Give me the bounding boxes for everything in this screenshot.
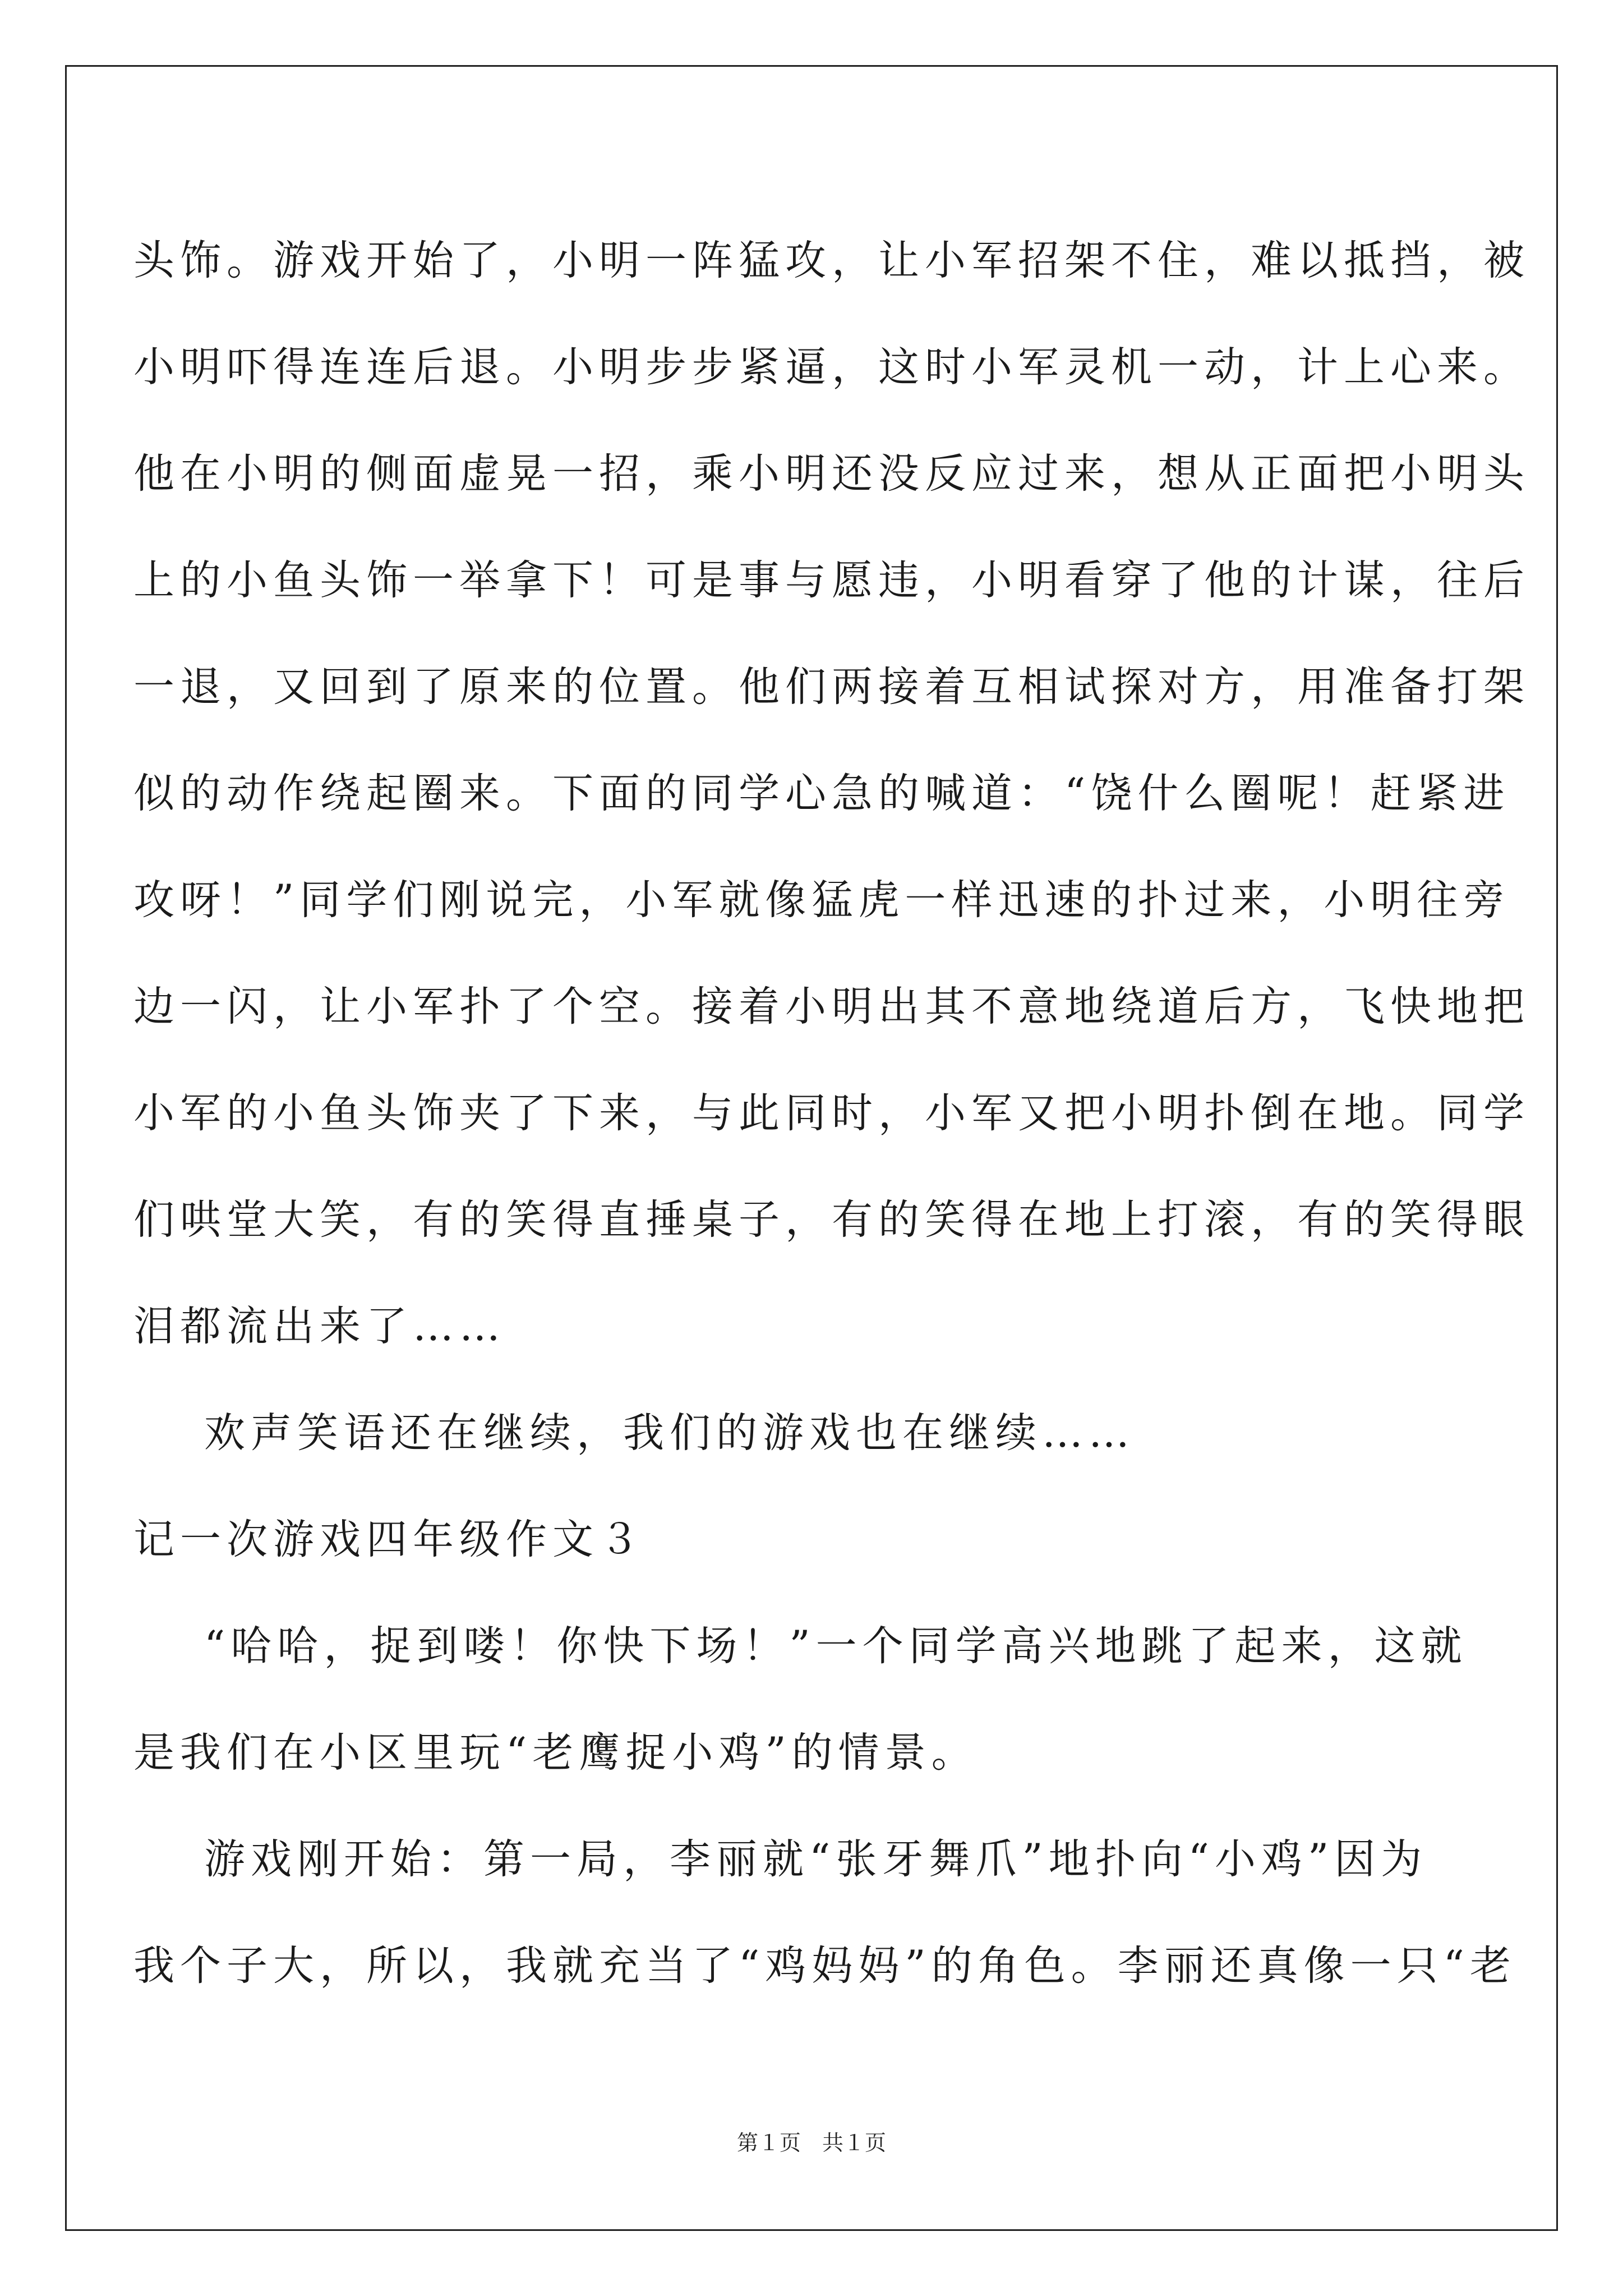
text-line: 小军的小鱼头饰夹了下来，与此同时，小军又把小明扑倒在地。同学 (133, 1089, 1530, 1137)
text-line: 攻呀！”同学们刚说完，小军就像猛虎一样迅速的扑过来，小明往旁 (133, 876, 1510, 924)
text-line: 上的小鱼头饰一举拿下！可是事与愿违，小明看穿了他的计谋，往后 (133, 556, 1530, 604)
section-heading: 记一次游戏四年级作文３ (133, 1516, 645, 1563)
paragraph-line: 游戏刚开始：第一局，李丽就“张牙舞爪”地扑向“小鸡”因为 (204, 1835, 1428, 1883)
text-line: 我个子大，所以，我就充当了“鸡妈妈”的角色。李丽还真像一只“老 (133, 1942, 1516, 1990)
text-line: 一退，又回到了原来的位置。他们两接着互相试探对方，用准备打架 (133, 663, 1530, 711)
text-line: 们哄堂大笑，有的笑得直捶桌子，有的笑得在地上打滚，有的笑得眼 (133, 1196, 1530, 1244)
text-line: 边一闪，让小军扑了个空。接着小明出其不意地绕道后方，飞快地把 (133, 983, 1530, 1030)
paragraph-line: 欢声笑语还在继续，我们的游戏也在继续…… (204, 1409, 1135, 1457)
text-line: 泪都流出来了…… (133, 1303, 506, 1350)
page-number-footer: 第１页 共１页 (736, 2131, 886, 2155)
text-line: 似的动作绕起圈来。下面的同学心急的喊道：“饶什么圈呢！赶紧进 (133, 770, 1510, 817)
text-line: 是我们在小区里玩“老鹰捉小鸡”的情景。 (133, 1729, 978, 1777)
text-line: 头饰。游戏开始了，小明一阵猛攻，让小军招架不住，难以抵挡，被 (133, 237, 1530, 284)
text-line: 小明吓得连连后退。小明步步紧逼，这时小军灵机一动，计上心来。 (133, 343, 1530, 391)
text-line: 他在小明的侧面虚晃一招，乘小明还没反应过来，想从正面把小明头 (133, 450, 1530, 498)
paragraph-line: “哈哈，捉到喽！你快下场！”一个同学高兴地跳了起来，这就 (204, 1622, 1468, 1670)
